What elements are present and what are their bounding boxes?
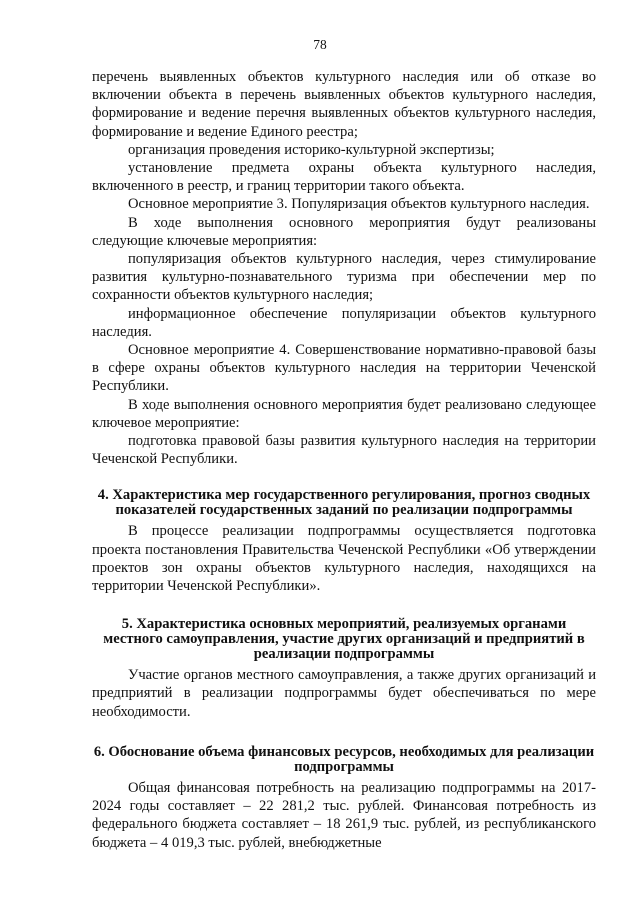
paragraph: Основное мероприятие 3. Популяризация объектов культурного наследия.: [128, 196, 590, 213]
paragraph: Основное мероприятие 4. Совершенствование нормативно-правовой базы в сфере охраны объектов культурного наследия на территории Чеченской Республики.: [92, 342, 596, 395]
paragraph: установление предмета охраны объекта культурного наследия, включенного в реестр, и границ территории такого объекта.: [92, 160, 596, 195]
paragraph: популяризация объектов культурного наследия, через стимулирование развития культурно-познавательного туризма при обеспечении мер по сохранности объектов культурного наследия;: [92, 251, 596, 304]
paragraph: организация проведения историко-культурной экспертизы;: [128, 141, 495, 158]
page-content: [92, 68, 596, 852]
paragraph: информационное обеспечение популяризации объектов культурного наследия.: [92, 305, 596, 340]
section-6-heading: 6. Обоснование объема финансовых ресурсов, необходимых для реализации подпрограммы: [93, 743, 595, 775]
section-5-heading: 5. Характеристика основных мероприятий, реализуемых органами местного самоуправления, участие других организаций и предприятий в реализации подпрограммы: [103, 616, 585, 663]
page-number: 78: [313, 37, 327, 52]
paragraph: подготовка правовой базы развития культурного наследия на территории Чеченской Республики.: [92, 433, 596, 468]
paragraph: В ходе выполнения основного мероприятия будут реализованы следующие ключевые мероприятия:: [92, 214, 596, 249]
section-4-heading: 4. Характеристика мер государственного регулирования, прогноз сводных показателей государственных заданий по реализации подпрограммы: [97, 487, 591, 519]
paragraph: В процессе реализации подпрограммы осуществляется подготовка проекта постановления Правительства Чеченской Республики «Об утверждении проектов зон охраны объектов культурного наследия, находящихся на территории Чеченской Республики».: [92, 523, 596, 595]
paragraph: В ходе выполнения основного мероприятия будет реализовано следующее ключевое мероприятие:: [92, 396, 596, 431]
paragraph: перечень выявленных объектов культурного наследия или об отказе во включении объекта в перечень выявленных объектов культурного наследия, формирование и ведение перечня выявленных объектов культурного наследия, формирование и ведение Единого реестра;: [92, 69, 596, 140]
paragraph: Участие органов местного самоуправления, а также других организаций и предприятий в реализации подпрограммы будет обеспечиваться по мере необходимости.: [92, 667, 596, 720]
paragraph: Общая финансовая потребность на реализацию подпрограммы на 2017-2024 годы составляет – 22 281,2 тыс. рублей. Финансовая потребность из федерального бюджета составляет – 18 261,9 тыс. рублей, из республиканского бюджета – 4 019,3 тыс. рублей, внебюджетные: [92, 779, 596, 851]
